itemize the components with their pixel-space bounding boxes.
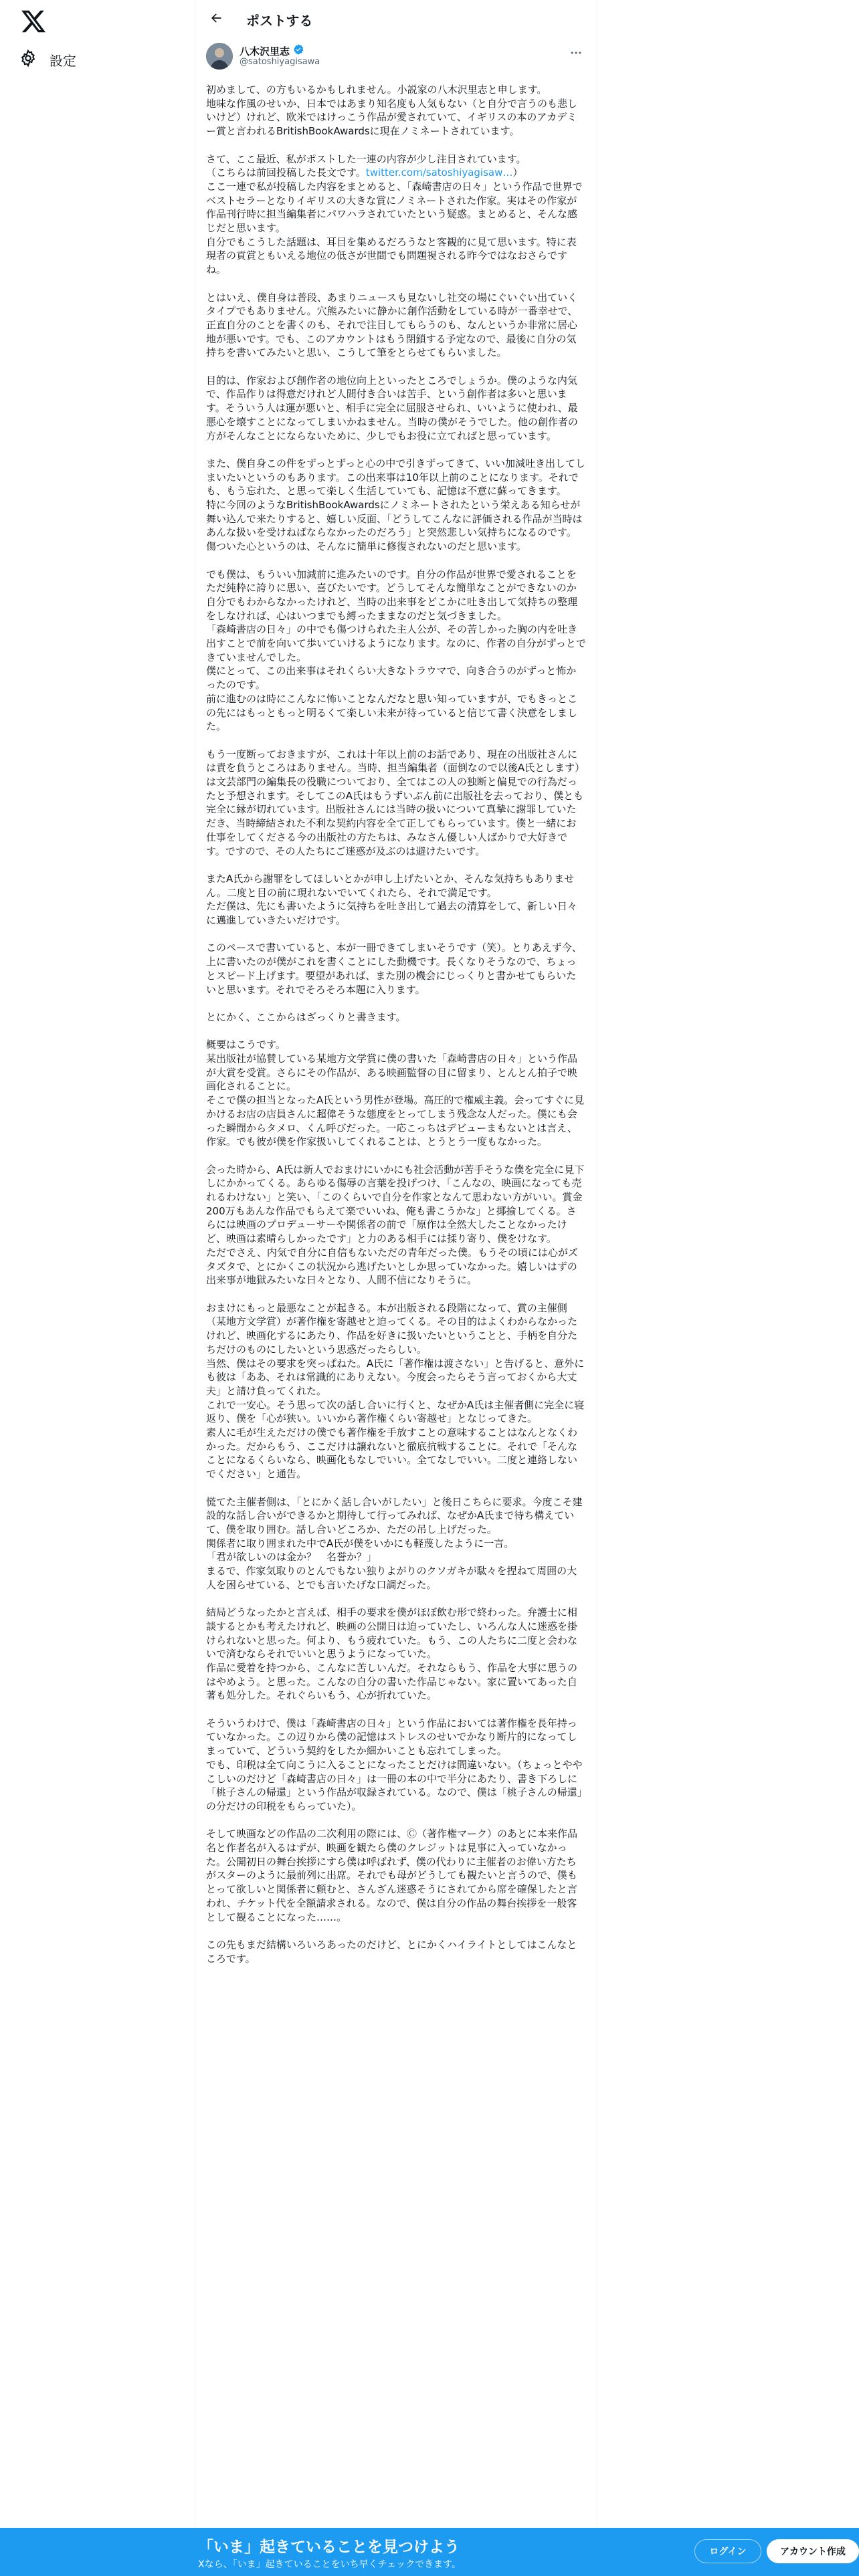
avatar[interactable] bbox=[206, 43, 233, 70]
post-paragraph: 結局どうなったかと言えば、相手の要求を僕がほぼ飲む形で終わった。弁護士に相談するとかも考えたけれど、映画の公開日は迫っていたし、いろんな人に迷惑を掛けられないと思った。何より、もう疲れていた。もう、この人たちに二度と会わないで済むならそれでいいと思うようになっていた。 作品に愛着を持つから、こんなに苦しいんだ。それならもう、作品を大事に思うのはやめよう。と思った。こんなの自分の書いた作品じゃない。家に置いてあった自著も処分した。それぐらいもう、心が折れていた。 bbox=[206, 1606, 578, 1702]
verified-icon bbox=[292, 43, 304, 58]
post-paragraph: 会った時から、A氏は新人でおまけにいかにも社会活動が苦手そうな僕を完全に見下しにかかってくる。あらゆる傷辱の言葉を投げつけ、「こんなの、映画になっても売れるわけない」と笑い、「このくらいで自分を作家となんて思わない方がいい。賞金200万もあんな作品でもらえて楽でいいね、俺も書こうかな」と揶揄してくる。さらには映画のプロデューサーや関係者の前で「原作は全然大したことなかったけど、映画は素晴らしかったです」と力のある相手には揉り寄り、僕をけなす。 ただでさえ、内気で自分に自信もないただの青年だった僕。もうその頃には心がズタズタで、とにかくこの状況から逃げたいとしか思っていなかった。嬉しいはずの出来事が地獄みたいな日々となり、人間不信になりそうに。 bbox=[206, 1163, 585, 1287]
post-text bbox=[206, 83, 586, 1979]
nav-settings-label: 設定 bbox=[50, 52, 76, 69]
back-arrow-icon bbox=[209, 11, 223, 27]
post-paragraph: とはいえ、僕自身は普段、あまりニュースも見ないし社交の場にぐいぐい出ていくタイプでもありません。穴熊みたいに静かに創作活動をしている時が一番幸せで、正直自分のことを書くのも、それで注目してもらうのも、なんというか非常に居心地が悪いです。でも、このアカウントはもう閉鎖する予定なので、最後に自分の気持ちを書いてみたいと思い、こうして筆をとらせてもらいました。 bbox=[206, 291, 578, 359]
signup-banner bbox=[0, 2528, 859, 2576]
author-handle[interactable]: @satoshiyagisawa bbox=[240, 57, 320, 67]
post-paragraph: この先もまだ結構いろいろあったのだけど、とにかくハイライトとしてはこんなところです。 bbox=[206, 1938, 577, 1965]
more-button[interactable] bbox=[566, 44, 586, 64]
post-paragraph: でも僕は、もういい加減前に進みたいのです。自分の作品が世界で愛されることをただ純粋に誇りに思い、喜びたいです。どうしてそんな簡単なことができないのか自分でもわからなかったけれど、当時の出来事をどこかに吐き出して気持ちの整理をしなければ、心はいつまでも縛ったままなのだと気づきました。 「森崎書店の日々」の中でも傷つけられた主人公が、その苦しかった胸の内を吐き出すことで前を向いて歩いていけるようになります。なのに、作者の自分がずっとできていませんでした。 僕にとって、この出来事はそれくらい大きなトラウマで、向き合うのがずっと怖かったのです。 前に進むのは時にこんなに怖いことなんだなと思い知っていますが、でもきっとこの先にはもっともっと明るくて楽しい未来が待っていると信じて書く決意をしました。 bbox=[206, 568, 586, 733]
left-navigation bbox=[0, 0, 194, 2576]
post-paragraph: またA氏から謝罪をしてほしいとかが申し上げたいとか、そんな気持ちもありません。二度と目の前に現れないでいてくれたら、それで満足です。 ただ僕は、先にも書いたように気持ちを吐き出して過去の清算をして、新しい日々に邁進していきたいだけです。 bbox=[206, 872, 577, 927]
nav-settings[interactable] bbox=[19, 45, 90, 74]
gear-icon bbox=[19, 49, 37, 70]
post-paragraph: 目的は、作家および創作者の地位向上といったところでしょうか。僕のような内気で、作品作りは得意だけれど人間付き合いは苦手、という創作者は多いと思います。そういう人は運が悪いと、相手に完全に屈服させられ、いいように使われ、最悪心を壊すことになってしまいかねません。当時の僕がそうでした。他の創作者の方がそんなことにならないために、少しでもお役に立てればと思っています。 bbox=[206, 374, 578, 442]
login-button[interactable]: ログイン bbox=[694, 2539, 761, 2563]
post-paragraph: 初めまして、の方もいるかもしれません。小説家の八木沢里志と申します。 地味な作風のせいか、日本ではあまり知名度も人気もない（と自分で言うのも悲しいけど）けれど、欧米ではけっこう作品が愛されていて、イギリスの本のアカデミー賞と言われるBritishBookAwardsに現在ノミネートされています。 bbox=[206, 84, 578, 138]
author-name-row[interactable] bbox=[240, 43, 304, 58]
post-paragraph: 慌てた主催者側は、「とにかく話し合いがしたい」と後日こちらに要求。今度こそ建設的な話し合いができるかと期待して行ってみれば、なぜかA氏まで待ち構えていて、僕を取り囲む。話し合いどころか、ただの吊し上げだった。 関係者に取り囲まれた中でA氏が僕をいかにも軽蔑したように一言。 「君が欲しいのは金か？ 名誉か？」 まるで、作家気取りのとんでもない独りよがりのクソガキが駄々を捏ねて周囲の大人を困らせている、とでも言いたげな口調だった。 bbox=[206, 1495, 583, 1591]
banner-subtitle: Xなら、「いま」起きていることをいち早くチェックできます。 bbox=[198, 2559, 462, 2570]
post-paragraph: そういうわけで、僕は「森崎書店の日々」という作品においては著作権を長年持っていなかった。この辺りから僕の記憶はストレスのせいでかなり断片的になってしまっていて、どういう契約をしたか細かいことも忘れてしまった。 でも、印税は全て向こうに入ることになったことだけは間違いない。（ちょっとややこしいのだけど「森崎書店の日々」は一冊の本の中で半分にあたり、書き下ろしに「桃子さんの帰還」という作品が収録されている。なので、僕は「桃子さんの帰還」の分だけの印税をもらっていた）。 bbox=[206, 1717, 583, 1812]
author-name[interactable]: 八木沢里志 bbox=[240, 45, 290, 58]
post-paragraph: また、僕自身この件をずっとずっと心の中で引きずってきて、いい加減吐き出してしまいたいというのもあります。この出来事は10年以上前のことになります。それでも、もう忘れた、と思って楽しく生活していても、記憶は不意に蘇ってきます。 特に今回のようなBritishBookAwardsにノミネートされたという栄えある知らせが舞い込んで来たりすると、嬉しい反面、「どうしてこんなに評価される作品が当時はあんな扱いを受けねばならなかったのだろう」と突然悲しい気持ちになるのです。傷ついた心というのは、そんなに簡単に修復されないのだと思います。 bbox=[206, 457, 586, 553]
post-paragraph: とにかく、ここからはざっくりと書きます。 bbox=[206, 1010, 406, 1023]
post-paragraph: そして映画などの作品の二次利用の際には、Ⓒ（著作権マーク）のあとに本来作品名と作者名が入るはずが、映画を観たら僕のクレジットは見事に入っていなかった。公開初日の舞台挨拶にすら僕は呼ばれず、僕の代わりに主催者のお偉い方たちがスターのように最前列に出席。それでも母がどうしても観たいと言うので、僕もとって欲しいと関係者に頼むと、さんざん迷惑そうにされてから席を確保したと言われ、チケット代を全額請求される。なので、僕は自分の作品の舞台挨拶を一般客として観ることになった……。 bbox=[206, 1828, 578, 1923]
signup-button[interactable]: アカウント作成 bbox=[767, 2539, 859, 2563]
more-icon bbox=[569, 46, 583, 62]
main-column bbox=[195, 0, 597, 2576]
post-author bbox=[195, 41, 597, 71]
post-paragraph: おまけにもっと最悪なことが起きる。本が出版される段階になって、賞の主催側（某地方文学賞）が著作権を寄越せと迫ってくる。その目的はよくわからなかったけれど、映画化するにあたり、作品を好きに扱いたいということと、手柄を自分たちだけのものにしたいという思惑だったらしい。 当然、僕はその要求を突っぱねた。A氏に「著作権は渡さない」と告げると、意外にも彼は「ああ、それは常識的にありえない。今度会ったらそう言っておくから大丈夫」と請け負ってくれた。 これで一安心。そう思って次の話し合いに行くと、なぜかA氏は主催者側に完全に寝返り、僕を「心が狭い。いいから著作権くらい寄越せ」となじってきた。 素人に毛が生えただけの僕でも著作権を手放すことの意味することはなんとなくわかった。だからもう、ここだけは譲れないと徹底抗戦することに。それで「そんなことになるくらいなら、映画化もなしでいい。全てなしでいい。二度と連絡しないでください」と通告。 bbox=[206, 1301, 585, 1481]
page-title: ポストする bbox=[246, 12, 313, 29]
post-paragraph: 概要はこうです。 某出版社が協賛している某地方文学賞に僕の書いた「森崎書店の日々」という作品が大賞を受賞。さらにその作品が、ある映画監督の目に留まり、とんとん拍子で映画化されることに。 そこで僕の担当となったA氏という男性が登場。高圧的で権威主義。会ってすぐに見かけるお店の店員さんに超偉そうな態度をとってしまう残念な人だった。僕にも会った瞬間からタメロ、くん呼びだった。一応こっちはデビューまもないとは言え、作家。でも彼が僕を作家扱いしてくれることは、とうとう一度もなかった。 bbox=[206, 1039, 585, 1148]
page-header bbox=[195, 0, 597, 39]
post-paragraph: ここ一連で私が投稿した内容をまとめると、「森崎書店の日々」という作品で世界でベストセラーとなりイギリスの大きな賞にノミネートされた作家。実はその作家が作品刊行時に担当編集者にパワハラされていたという疑惑。まとめると、そんな感じだと思います。 自分でもこうした話題は、耳目を集めるだろうなと客観的に見て思います。特に表現者の貢賞ともいえる地位の低さが世間でも問題視される昨今ではなおさらですね。 bbox=[206, 180, 583, 276]
post-paragraph: もう一度断っておきますが、これは十年以上前のお話であり、現在の出版社さんには責を負うところはありません。当時、担当編集者（面倒なので以後A氏とします）は文芸部門の編集長の役職についており、全てはこの人の独断と偏見での行為だったと予想されます。そしてこのA氏はもうずいぶん前に出版社を去っており、僕とも完全に縁が切れています。出版社さんには当時の扱いについて真摯に謝罪していただき、当時締結された不利な契約内容を全て正してもらっています。僕と一緒にお仕事をしてくださる今の出版社の方たちは、みなさん優しい人ばかりで大好きです。ですので、その人たちにご迷惑が及ぶのは避けたいです。 bbox=[206, 748, 585, 857]
x-logo-icon[interactable] bbox=[20, 8, 47, 35]
back-button[interactable] bbox=[205, 8, 227, 31]
post-paragraph-with-link: さて、ここ最近、私がポストした一連の内容が少し注目されています。 （こちらは前回投稿した長文です。twitter.com/satoshiyagisaw…） bbox=[206, 152, 527, 179]
banner-title: 「いま」起きていることを見つけよう bbox=[198, 2539, 460, 2556]
post-link[interactable]: twitter.com/satoshiyagisaw… bbox=[365, 167, 513, 179]
post-paragraph: このペースで書いていると、本が一冊できてしまいそうです（笑）。とりあえず今、上に書いたのが僕がこれを書くことにした動機です。長くなりそうなので、ちょっとスピード上げます。要望があれば、また別の機会にじっくりと書かせてもらいたいと思います。それでそろそろ本題に入ります。 bbox=[206, 942, 582, 996]
